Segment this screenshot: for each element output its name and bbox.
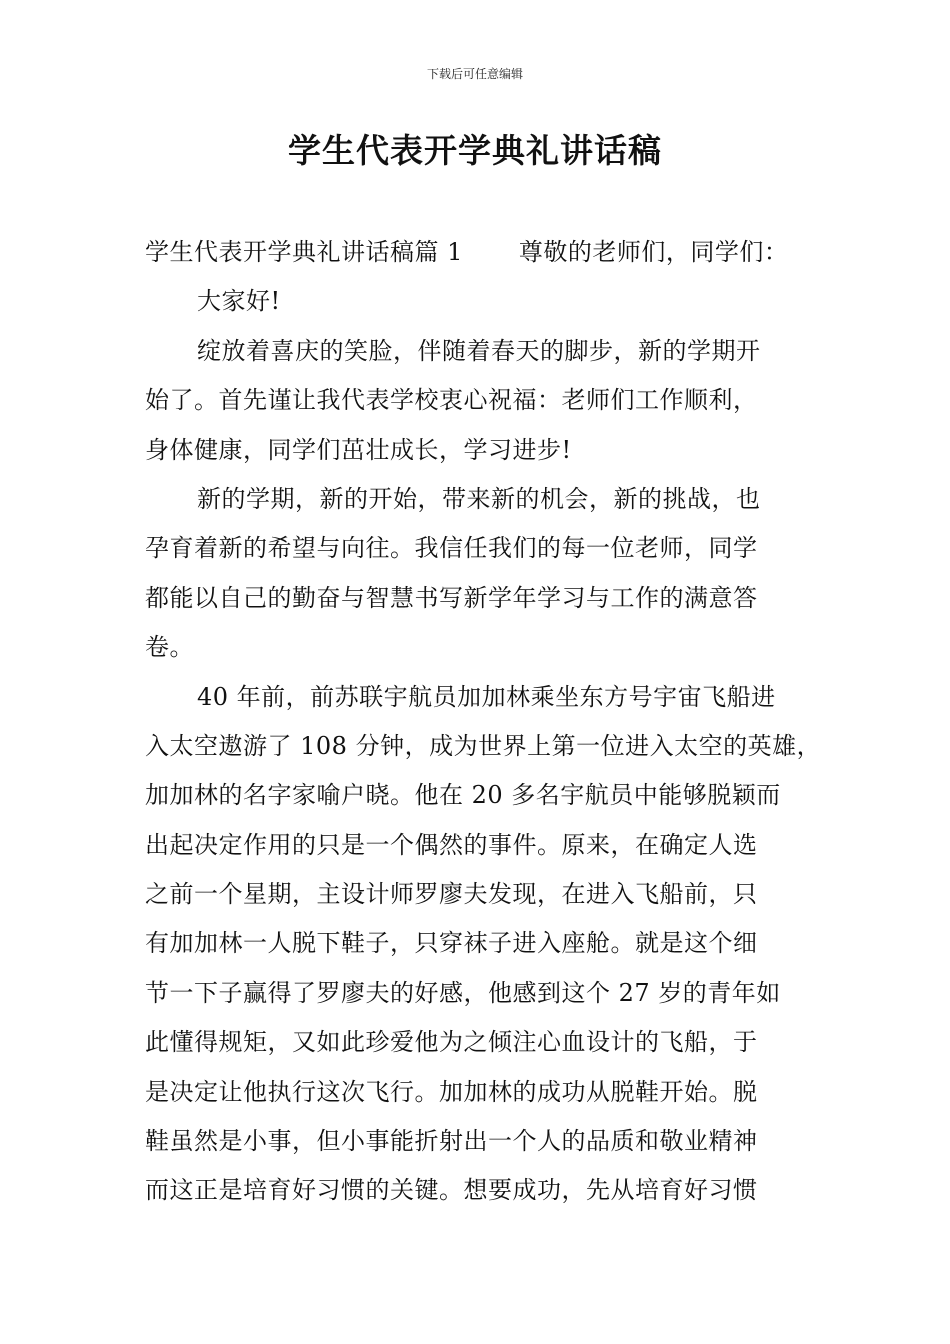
document-body	[145, 228, 822, 1216]
paragraph-line: 是决定让他执行这次飞行。加加林的成功从脱鞋开始。脱	[145, 1077, 758, 1106]
salutation: 尊敬的老师们，同学们：	[518, 238, 789, 266]
section-heading: 学生代表开学典礼讲话稿篇 1	[145, 238, 463, 266]
paragraph-line: 入太空遨游了 108 分钟，成为世界上第一位进入太空的英雄，	[145, 731, 822, 760]
paragraph-line: 身体健康，同学们茁壮成长，学习进步!	[145, 435, 572, 464]
paragraph-line: 出起决定作用的只是一个偶然的事件。原来，在确定人选	[145, 830, 758, 859]
document-title: 学生代表开学典礼讲话稿	[288, 131, 662, 170]
paragraph-line: 卷。	[145, 633, 194, 662]
paragraph-line: 节一下子赢得了罗廖夫的好感，他感到这个 27 岁的青年如	[145, 978, 781, 1007]
section-heading-line	[145, 228, 810, 277]
paragraph-line: 孕育着新的希望与向往。我信任我们的每一位老师，同学	[145, 534, 758, 563]
paragraph-line: 有加加林一人脱下鞋子，只穿袜子进入座舱。就是这个细	[145, 929, 758, 958]
paragraph-line: 此懂得规矩，又如此珍爱他为之倾注心血设计的飞船，于	[145, 1028, 758, 1057]
paragraph-line: 始了。首先谨让我代表学校衷心祝福：老师们工作顺利，	[145, 386, 758, 415]
paragraph-line: 40 年前，前苏联宇航员加加林乘坐东方号宇宙飞船进	[197, 682, 776, 711]
paragraph-line: 新的学期，新的开始，带来新的机会，新的挑战，也	[197, 484, 761, 513]
paragraph-line: 都能以自己的勤奋与智慧书写新学年学习与工作的满意答	[145, 583, 758, 612]
paragraph-line: 大家好!	[197, 287, 281, 316]
paragraph-line: 绽放着喜庆的笑脸，伴随着春天的脚步，新的学期开	[197, 336, 761, 365]
paragraph-line: 之前一个星期，主设计师罗廖夫发现，在进入飞船前，只	[145, 880, 758, 909]
header-note: 下载后可任意编辑	[426, 67, 523, 81]
paragraph-line: 而这正是培育好习惯的关键。想要成功，先从培育好习惯	[145, 1176, 758, 1205]
paragraph-line: 鞋虽然是小事，但小事能折射出一个人的品质和敬业精神	[145, 1127, 758, 1156]
paragraph-line: 加加林的名字家喻户晓。他在 20 多名宇航员中能够脱颖而	[145, 781, 781, 810]
